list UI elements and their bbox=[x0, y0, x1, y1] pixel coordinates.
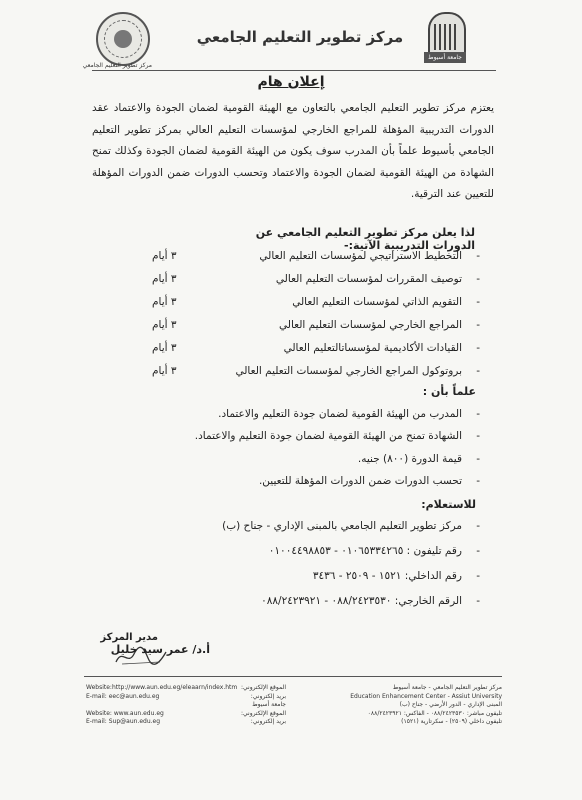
footer-line: Education Enhancement Center - Assiut University bbox=[350, 692, 502, 700]
notes-title: علماً بأن : bbox=[422, 385, 476, 398]
footer-line: تليفون مباشر: ٠٨٨/٢٤٢٣٥٣٠ - الفاكس: ٠٨٨/٢٤٢٣٩٢١ bbox=[367, 709, 502, 717]
note-text: الشهادة تمنح من الهيئة القومية لضمان جودة التعليم والاعتماد. bbox=[194, 430, 462, 442]
university-logo-caption: جامعة أسيوط bbox=[424, 52, 466, 63]
footer-label: بريد إلكتروني: bbox=[250, 692, 286, 700]
courses-intro: لذا يعلن مركز تطوير التعليم الجامعي عن الدورات التدريبية الآتية:- bbox=[255, 226, 475, 252]
footer-links bbox=[86, 684, 238, 727]
list-dash: - bbox=[476, 408, 480, 420]
footer-line: مركز تطوير التعليم الجامعي - جامعة أسيوط bbox=[392, 684, 502, 691]
contact-text: رقم تليفون : ٠١٠٦٥٣٣٤٢٦٥ - ٠١٠٠٤٤٩٨٨٥٣ bbox=[268, 545, 462, 557]
website-link[interactable]: Website: www.aun.edu.eg bbox=[86, 709, 164, 717]
note-text: قيمة الدورة (٨٠٠) جنيه. bbox=[357, 453, 462, 465]
course-name: المراجع الخارجي لمؤسسات التعليم العالي bbox=[279, 319, 462, 331]
course-item bbox=[120, 250, 480, 270]
contact-item bbox=[160, 520, 480, 540]
course-duration: ٣ أيام bbox=[152, 319, 177, 331]
header-title: مركز تطوير التعليم الجامعي bbox=[196, 28, 404, 46]
footer-label: الموقع الإلكتروني: bbox=[241, 684, 286, 691]
footer-label: بريد إلكتروني: bbox=[250, 718, 286, 725]
center-logo-caption: مركز تطوير التعليم الجامعي bbox=[82, 62, 152, 69]
contact-text: الرقم الخارجي: ٠٨٨/٢٤٢٣٥٣٠ - ٠٨٨/٢٤٢٣٩٢١ bbox=[261, 595, 462, 607]
list-dash: - bbox=[476, 250, 480, 262]
course-item bbox=[120, 296, 480, 316]
list-dash: - bbox=[476, 520, 480, 532]
list-dash: - bbox=[476, 342, 480, 354]
course-name: القيادات الأكاديمية لمؤسساتالتعليم العالي bbox=[283, 342, 462, 354]
contact-title: للاستعلام: bbox=[421, 498, 476, 511]
contact-text: مركز تطوير التعليم الجامعي بالمبنى الإداري - جناح (ب) bbox=[222, 520, 462, 532]
note-item bbox=[150, 430, 480, 450]
course-duration: ٣ أيام bbox=[152, 296, 177, 308]
list-dash: - bbox=[476, 453, 480, 465]
email-link[interactable]: E-mail: eec@aun.edu.eg bbox=[86, 692, 160, 700]
contact-item bbox=[160, 570, 480, 590]
header-divider bbox=[92, 70, 496, 71]
footer-spacer bbox=[86, 701, 206, 710]
center-logo bbox=[96, 12, 150, 66]
footer-divider bbox=[84, 676, 502, 677]
course-item bbox=[120, 342, 480, 362]
list-dash: - bbox=[476, 296, 480, 308]
list-dash: - bbox=[476, 365, 480, 377]
course-duration: ٣ أيام bbox=[152, 273, 177, 285]
course-name: بروتوكول المراجع الخارجي لمؤسسات التعليم العالي bbox=[235, 365, 462, 377]
footer-label: الموقع الإلكتروني: bbox=[241, 709, 286, 717]
website-link[interactable]: Website:http://www.aun.edu.eg/eleaarn/index.htm bbox=[86, 684, 238, 691]
contact-item bbox=[160, 545, 480, 565]
list-dash: - bbox=[476, 319, 480, 331]
footer-line: المبنى الإداري - الدور الأرضي - جناح (ب) bbox=[399, 701, 502, 708]
university-logo bbox=[424, 12, 466, 64]
course-duration: ٣ أيام bbox=[152, 250, 177, 262]
course-name: التقويم الذاتي لمؤسسات التعليم العالي bbox=[292, 296, 462, 308]
footer-label: جامعة أسيوط bbox=[252, 701, 286, 708]
list-dash: - bbox=[476, 430, 480, 442]
footer-line: تليفون داخلي (٢٥٠٩) - سكرتارية (١٥٢١) bbox=[401, 718, 502, 725]
course-name: التخطيط الاستراتيجي لمؤسسات التعليم العالي bbox=[259, 250, 462, 262]
note-item bbox=[150, 475, 480, 495]
list-dash: - bbox=[476, 570, 480, 582]
announcement-paragraph: يعتزم مركز تطوير التعليم الجامعي بالتعاون مع الهيئة القومية لضمان الجودة والاعتماد عقد الدورات التدريبية المؤهلة للمراجع الخارجي لمؤسسات التعليم العالي بمركز تطوير التعليم الجامعي بأسيوط علماً بأن المدرب سوف يكون من الهيئة القومية لضمان الجودة وكذلك تمنح الشهادة من الهيئة القومية لضمان الجودة والاعتماد وتحسب الدورات ضمن الدورات المؤهلة للتعيين عند الترقية. bbox=[92, 102, 494, 200]
list-dash: - bbox=[476, 273, 480, 285]
course-duration: ٣ أيام bbox=[152, 365, 177, 377]
course-duration: ٣ أيام bbox=[152, 342, 177, 354]
note-item bbox=[150, 408, 480, 428]
director-title: مدير المركز bbox=[100, 632, 158, 643]
contact-text: رقم الداخلي: ١٥٢١ - ٢٥٠٩ - ٣٤٣٦ bbox=[312, 570, 462, 582]
course-item bbox=[120, 273, 480, 293]
notice-title: إعلان هام bbox=[257, 74, 325, 90]
note-text: تحسب الدورات ضمن الدورات المؤهلة للتعيين. bbox=[258, 475, 462, 487]
course-item bbox=[120, 365, 480, 385]
director-name: أ.د/ عمر سيد خليل bbox=[110, 643, 210, 656]
note-item bbox=[150, 453, 480, 473]
note-text: المدرب من الهيئة القومية لضمان جودة التعليم والاعتماد. bbox=[218, 408, 462, 420]
contact-item bbox=[160, 595, 480, 615]
list-dash: - bbox=[476, 595, 480, 607]
course-item bbox=[120, 319, 480, 339]
list-dash: - bbox=[476, 475, 480, 487]
course-name: توصيف المقررات لمؤسسات التعليم العالي bbox=[275, 273, 462, 285]
footer-address bbox=[312, 684, 502, 727]
list-dash: - bbox=[476, 545, 480, 557]
email-link[interactable]: E-mail: Sup@aun.edu.eg bbox=[86, 718, 161, 725]
